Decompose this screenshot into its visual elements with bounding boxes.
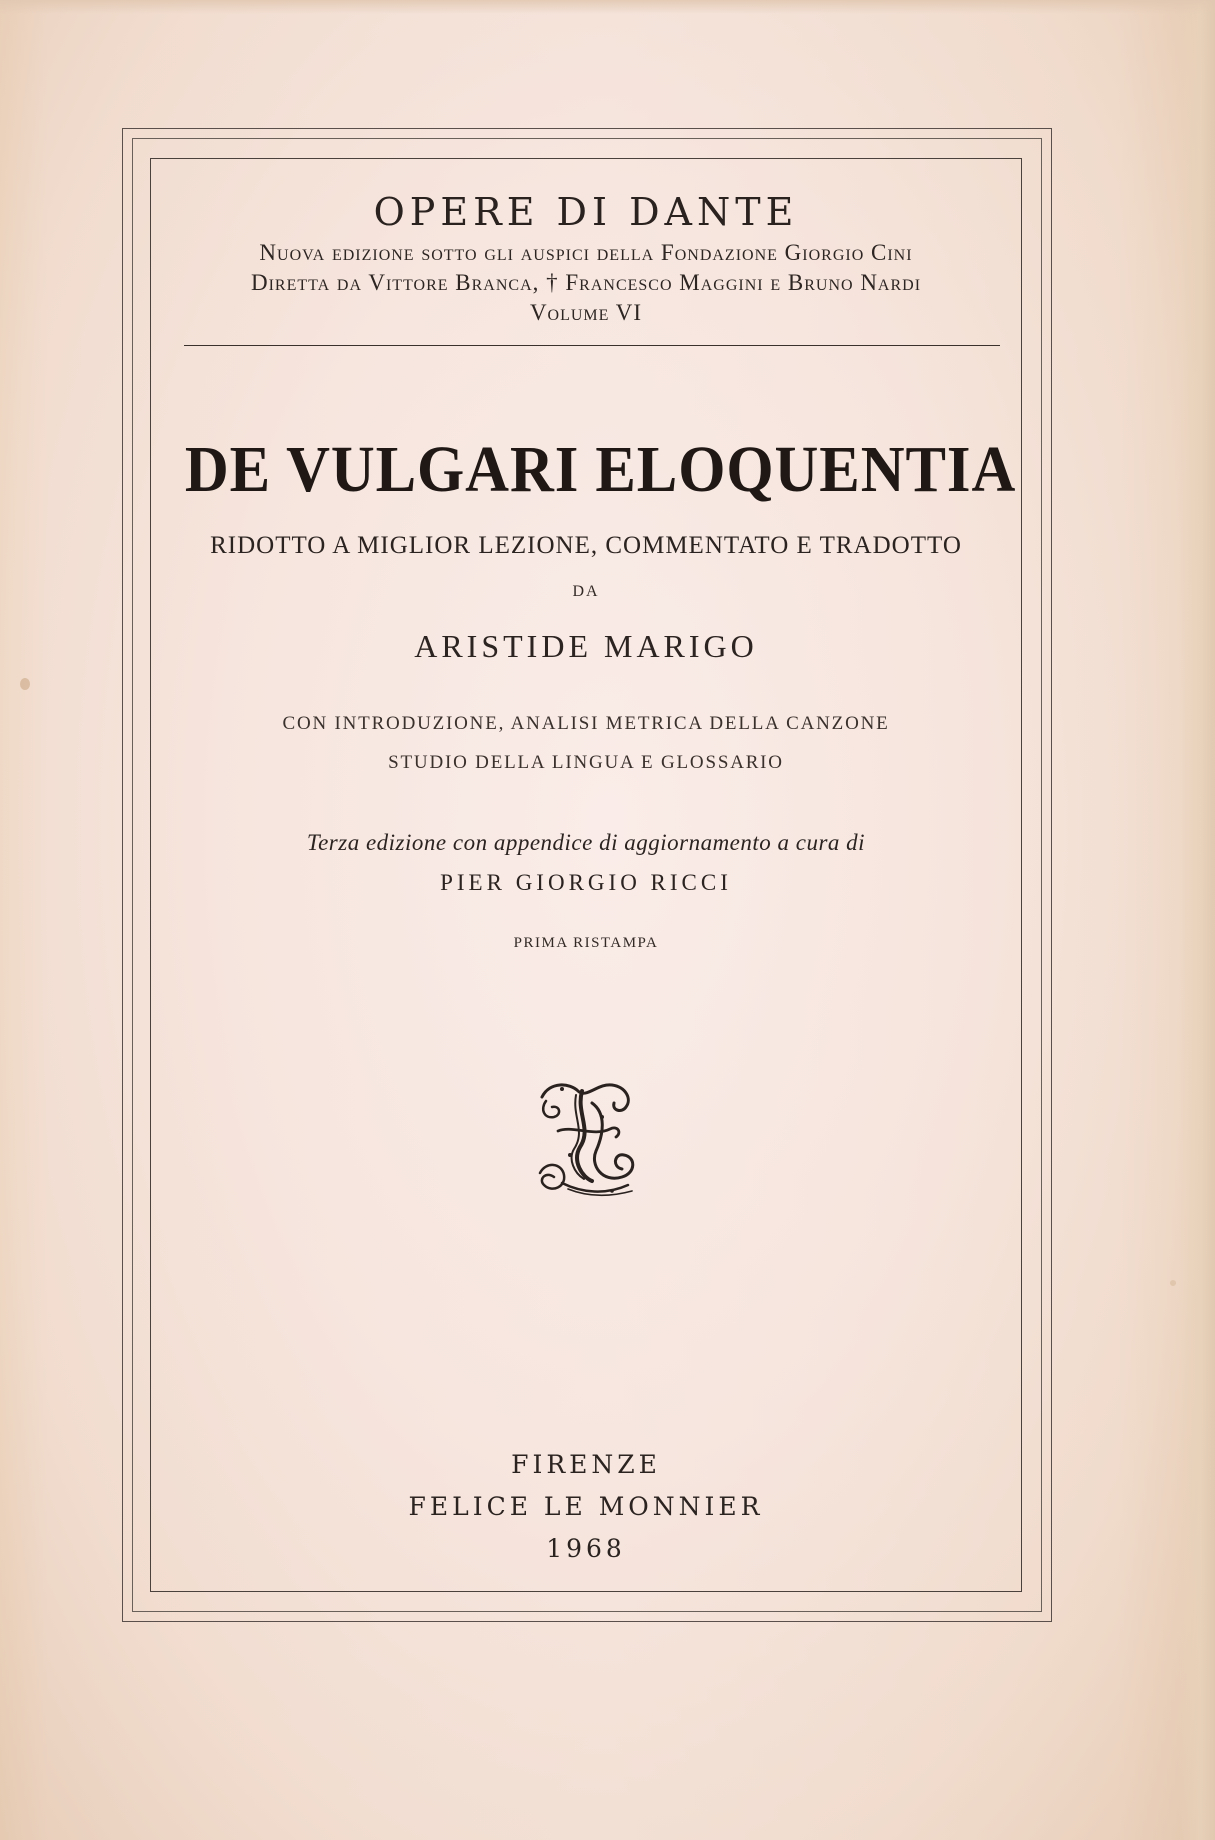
paper-edge-top [0,0,1215,14]
contents-line-1: CON INTRODUZIONE, ANALISI METRICA DELLA CANZONE [282,713,890,734]
paper-edge-right [1179,0,1215,1840]
work-title: DE VULGARI ELOQUENTIA [184,433,1017,506]
paper-stain [1170,1280,1176,1286]
contents-line-2: STUDIO DELLA LINGUA E GLOSSARIO [388,752,784,773]
work-subtitle: RIDOTTO A MIGLIOR LEZIONE, COMMENTATO E TRADOTTO [210,532,962,559]
paper-stain [20,678,30,690]
by-label: DA [572,583,600,600]
reprint-note: PRIMA RISTAMPA [513,935,659,951]
series-title: OPERE DI DANTE [373,190,799,234]
volume-number: Volume VI [529,300,643,325]
imprint-publisher: FELICE LE MONNIER [408,1492,764,1521]
publisher-monogram-icon [532,1073,642,1199]
author-name: ARISTIDE MARIGO [414,628,758,664]
imprint-year: 1968 [546,1534,626,1563]
header-divider [184,345,1000,346]
series-edition-line: Nuova edizione sotto gli auspici della Fondazione Giorgio Cini [259,240,913,265]
edition-note: Terza edizione con appendice di aggiornamento a cura di [306,830,866,855]
curator-name: PIER GIORGIO RICCI [440,870,732,895]
imprint-city: FIRENZE [511,1450,661,1479]
series-editors-line: Diretta da Vittore Branca, † Francesco Maggini e Bruno Nardi [250,270,922,295]
